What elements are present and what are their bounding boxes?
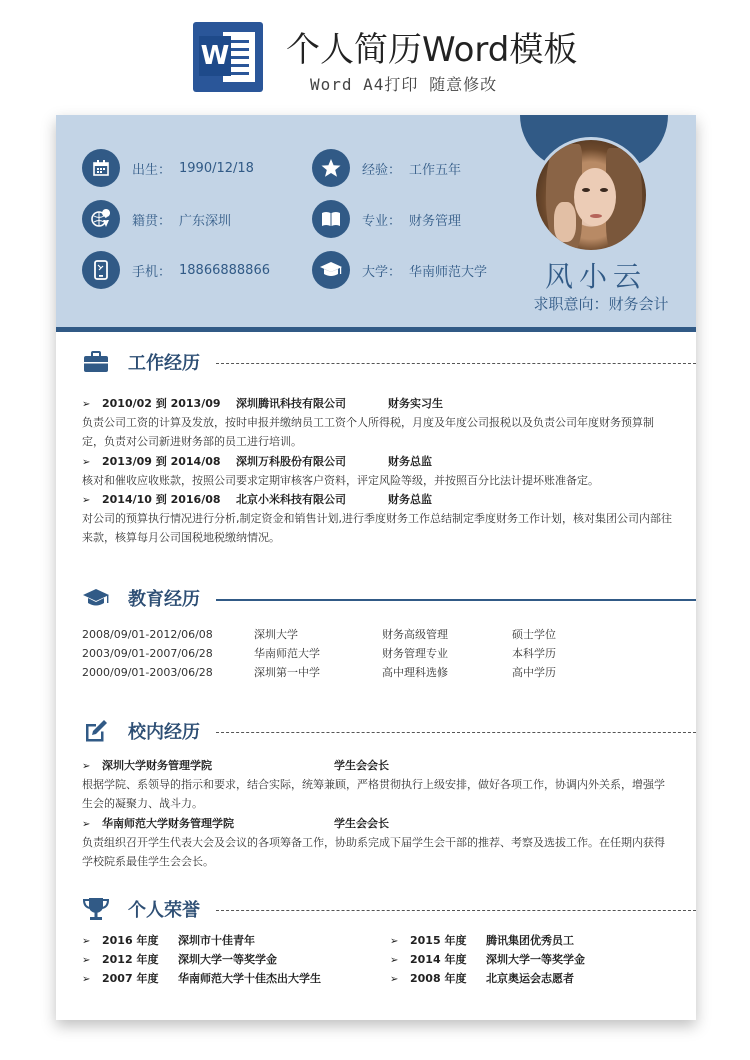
info-label: 专业：	[362, 213, 402, 229]
banner-subtitle: Word A4打印 随意修改	[310, 75, 498, 94]
bullet-arrow-icon: ➢	[82, 761, 91, 772]
honor-item: ➢ 2014 年度 深圳大学一等奖学金	[390, 953, 585, 966]
section-title: 校内经历	[128, 722, 200, 743]
campus-item-desc: 负责组织召开学生代表大会及会议的各项筹备工作，协助系完成下届学生会干部的推荐、考察及选拔工作。在任期内获得学校院系最佳学生会会长。	[82, 836, 665, 868]
top-banner	[0, 0, 750, 100]
section-education-header	[82, 583, 200, 613]
section-title: 教育经历	[128, 589, 200, 610]
bullet-arrow-icon: ➢	[82, 399, 91, 410]
section-campus-header	[82, 716, 200, 746]
edu-row: 2003/09/01-2007/06/28 华南师范大学 财务管理专业 本科学历	[82, 647, 556, 660]
star-icon	[312, 149, 350, 187]
word-logo-letter: W	[199, 36, 231, 76]
campus-item-header: ➢ 深圳大学财务管理学院 学生会会长	[82, 756, 389, 776]
section-divider	[216, 363, 696, 364]
info-value: 18866888866	[179, 262, 270, 278]
honor-item: ➢ 2008 年度 北京奥运会志愿者	[390, 972, 574, 985]
info-hometown	[82, 200, 231, 238]
info-label: 经验：	[362, 162, 402, 178]
section-divider	[216, 599, 696, 601]
info-value: 广东深圳	[179, 213, 232, 229]
profile-photo	[533, 137, 649, 253]
edu-row: 2000/09/01-2003/06/28 深圳第一中学 高中理科选修 高中学历	[82, 666, 556, 679]
section-honors-header	[82, 894, 200, 924]
resume-page	[56, 115, 696, 1020]
campus-item-desc: 根据学院、系领导的指示和要求，结合实际，统筹兼顾，严格贯彻执行上级安排，做好各项工作，协调内外关系，增强学生会的凝聚力、战斗力。	[82, 778, 665, 810]
phone-icon	[82, 251, 120, 289]
section-divider	[216, 732, 696, 733]
graduation-cap-icon	[312, 251, 350, 289]
book-icon	[312, 200, 350, 238]
edit-icon	[82, 717, 110, 745]
info-label: 籍贯：	[132, 213, 172, 229]
section-title: 工作经历	[128, 353, 200, 374]
work-item-header: ➢ 2013/09 到 2014/08 深圳万科股份有限公司 财务总监	[82, 452, 432, 472]
bullet-arrow-icon: ➢	[82, 819, 91, 830]
location-icon	[82, 200, 120, 238]
section-divider	[216, 910, 696, 911]
banner-title: 个人简历Word模板	[286, 30, 578, 70]
section-work-header	[82, 347, 200, 377]
bullet-arrow-icon: ➢	[82, 495, 91, 506]
candidate-name: 风小云	[544, 260, 647, 293]
info-label: 大学：	[362, 264, 402, 280]
campus-item-header: ➢ 华南师范大学财务管理学院 学生会会长	[82, 814, 389, 834]
honor-item: ➢ 2012 年度 深圳大学一等奖学金	[82, 953, 277, 966]
work-item-desc: 对公司的预算执行情况进行分析,制定资金和销售计划,进行季度财务工作总结制定季度财务工作计划，核对集团公司内部往来款，核算每月公司国税地税缴纳情况。	[82, 512, 672, 544]
info-label: 出生：	[132, 162, 172, 178]
graduation-cap-icon	[82, 584, 110, 612]
info-value: 1990/12/18	[179, 160, 254, 176]
info-university	[312, 251, 487, 289]
info-label: 手机：	[132, 264, 172, 280]
info-phone	[82, 251, 270, 289]
job-intent: 求职意向：财务会计	[533, 295, 669, 313]
section-title: 个人荣誉	[128, 900, 200, 921]
work-item-header: ➢ 2014/10 到 2016/08 北京小米科技有限公司 财务总监	[82, 490, 432, 510]
info-major	[312, 200, 461, 238]
briefcase-icon	[82, 348, 110, 376]
trophy-icon	[82, 895, 110, 923]
edu-row: 2008/09/01-2012/06/08 深圳大学 财务高级管理 硕士学位	[82, 628, 556, 641]
info-value: 财务管理	[409, 213, 462, 229]
honor-item: ➢ 2015 年度 腾讯集团优秀员工	[390, 934, 574, 947]
header-divider	[56, 327, 696, 332]
info-value: 工作五年	[409, 162, 462, 178]
info-birth	[82, 149, 254, 187]
bullet-arrow-icon: ➢	[82, 457, 91, 468]
info-value: 华南师范大学	[409, 264, 488, 280]
work-item-desc: 负责公司工资的计算及发放，按时申报并缴纳员工工资个人所得税，月度及年度公司报税以及负责公司年度财务预算制定，负责对公司新进财务部的员工进行培训。	[82, 416, 654, 448]
word-logo-icon	[193, 22, 263, 92]
work-item-header: ➢ 2010/02 到 2013/09 深圳腾讯科技有限公司 财务实习生	[82, 394, 443, 414]
work-item-desc: 核对和催收应收账款，按照公司要求定期审核客户资料，评定风险等级，并按照百分比法计提坏账准备定。	[82, 474, 599, 487]
honor-item: ➢ 2016 年度 深圳市十佳青年	[82, 934, 255, 947]
info-experience	[312, 149, 461, 187]
calendar-icon	[82, 149, 120, 187]
honor-item: ➢ 2007 年度 华南师范大学十佳杰出大学生	[82, 972, 321, 985]
